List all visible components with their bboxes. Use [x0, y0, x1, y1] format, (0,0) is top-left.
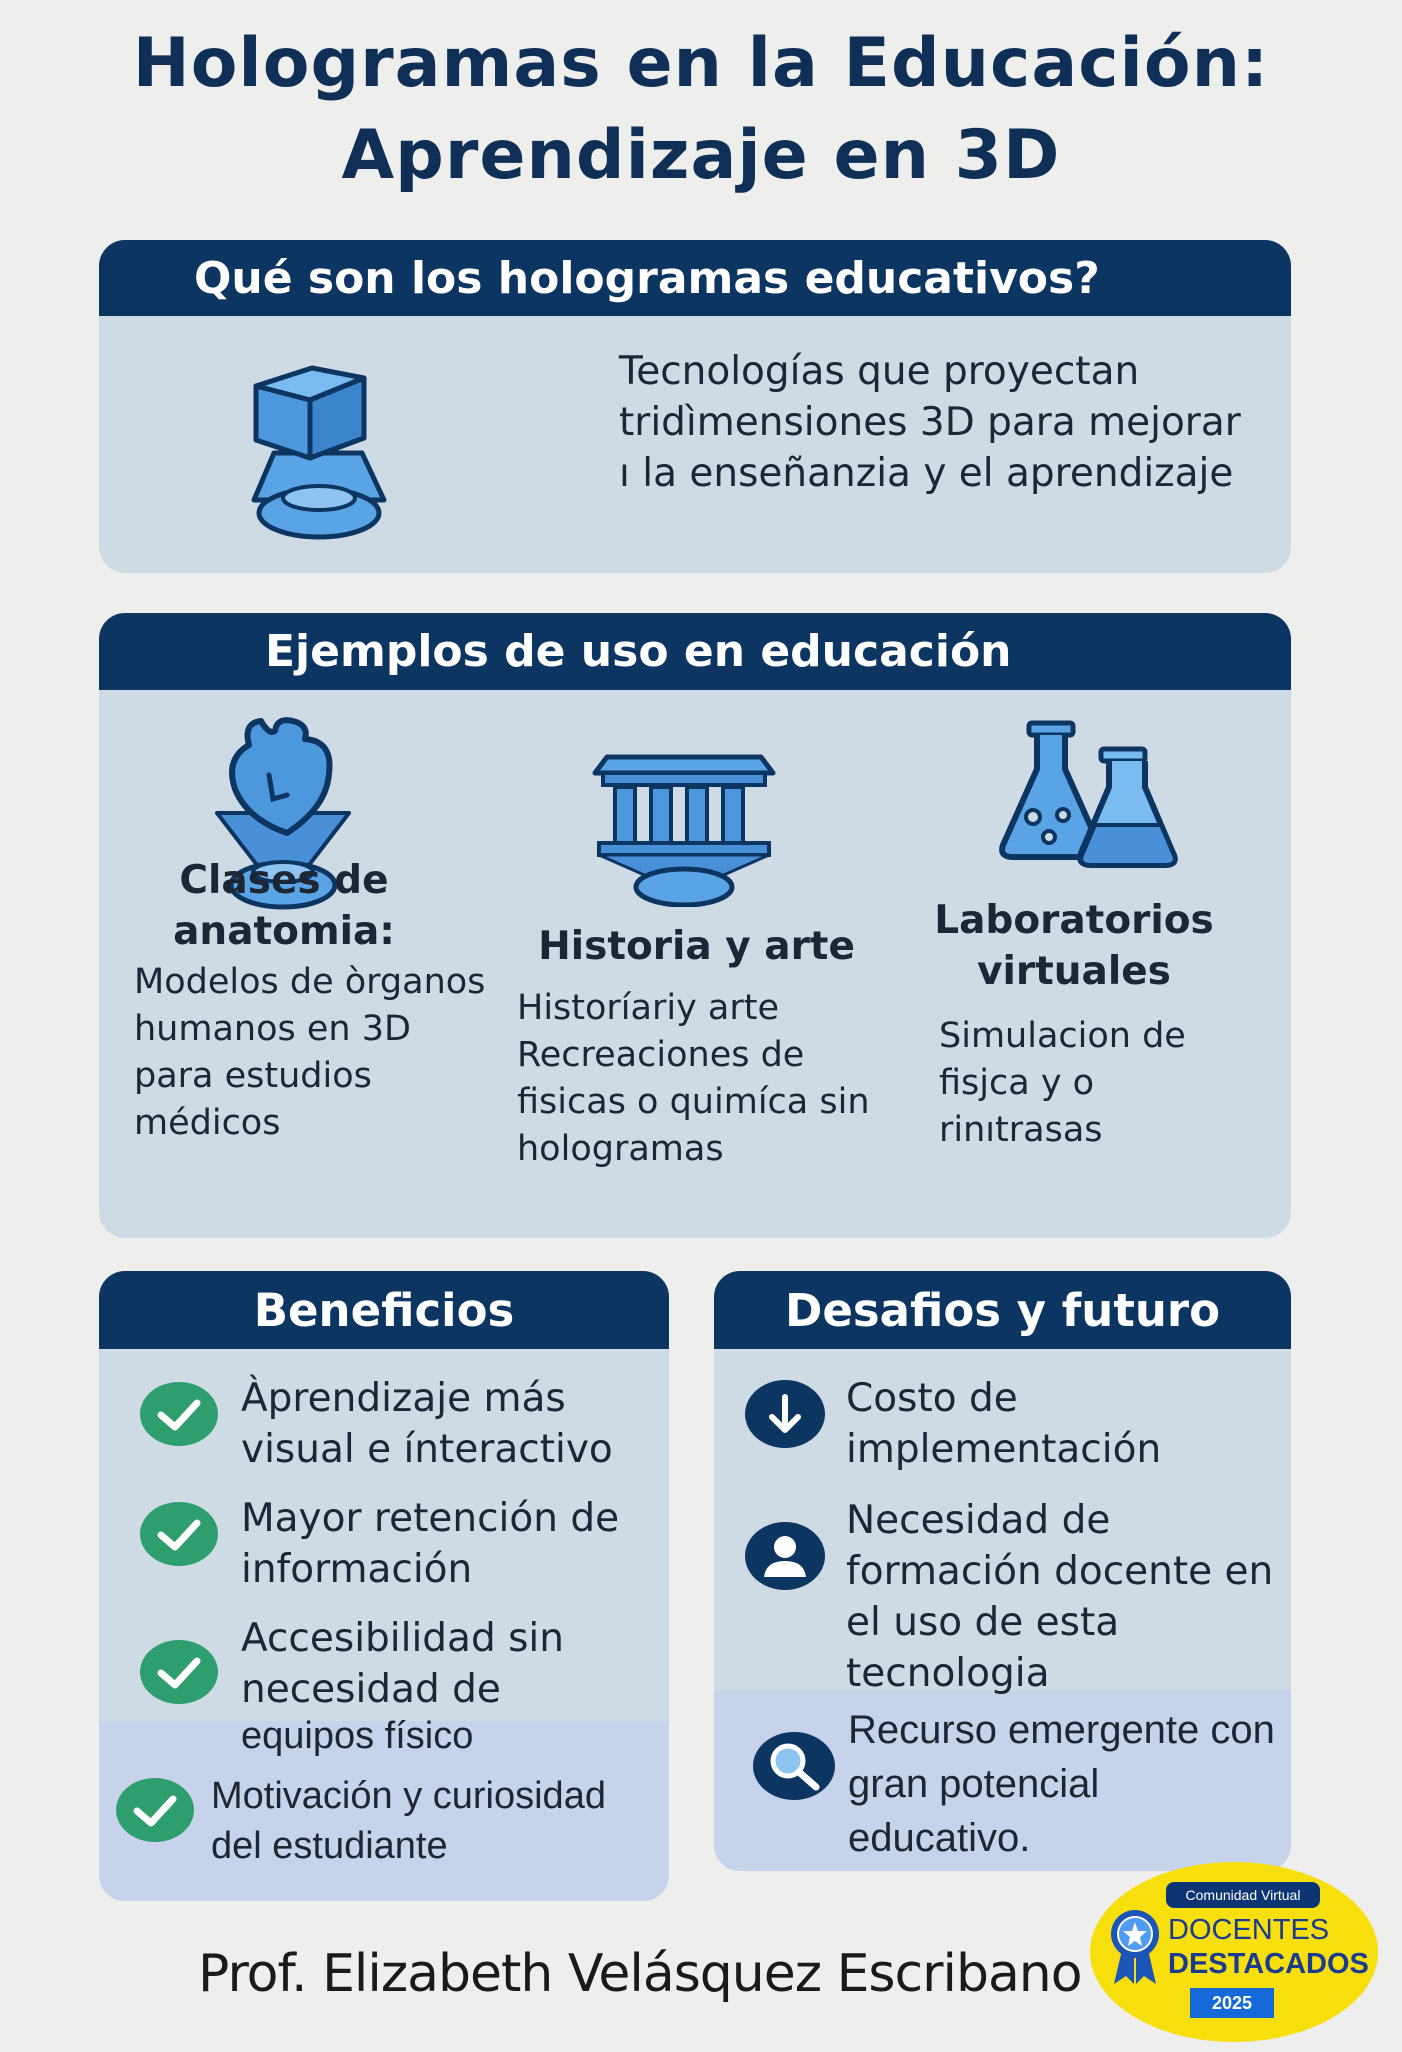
- benefit-text: Mayor retención de información: [241, 1496, 620, 1592]
- challenges-heading: Desafios y futuro: [714, 1271, 1291, 1349]
- challenge-text: Costo de implementación: [846, 1376, 1162, 1472]
- benefit-text: Àprendizaje más visual e ínteractivo: [241, 1376, 613, 1472]
- benefit-text: Motivación y curiosidad del estudiante: [211, 1775, 606, 1867]
- author-name: Prof. Elizabeth Velásquez Escribano: [198, 1944, 1082, 2004]
- badge-community: Comunidad Virtual: [1166, 1882, 1320, 1908]
- benefits-section: [99, 1271, 669, 1901]
- benefit-item: [139, 1493, 641, 1595]
- benefit-text: Accesibilidad sin necesidad de: [241, 1616, 564, 1712]
- title-line-1: Hologramas en la Educación:: [132, 24, 1270, 103]
- challenge-text: Recurso emergente con gran potencial educativo.: [848, 1708, 1275, 1860]
- benefit-text-continued: equipos físico: [241, 1715, 474, 1757]
- example-lab-text: Simulacion de fisjca y o rinıtrasas: [939, 1016, 1186, 1150]
- examples-heading: Ejemplos de uso en educación: [99, 613, 1291, 690]
- check-circle-icon: [139, 1639, 219, 1705]
- what-description: Tecnologías que proyectan tridìmensiones 3D para mejorar ı la enseñanzia y el aprendizaje: [619, 349, 1241, 496]
- museum-hologram-icon: [589, 737, 779, 911]
- badge-line-2: DESTACADOS: [1168, 1948, 1369, 1980]
- user-circle-icon: [744, 1521, 826, 1591]
- arrow-down-circle-icon: [744, 1379, 826, 1449]
- challenge-text: Necesidad de formación docente en el uso de esta tecnologia: [846, 1498, 1274, 1696]
- badge-year: 2025: [1190, 1988, 1274, 2018]
- check-circle-icon: [139, 1501, 219, 1567]
- check-circle-icon: [139, 1381, 219, 1447]
- lab-flasks-icon: [989, 717, 1189, 881]
- benefit-item: [139, 1613, 641, 1757]
- what-heading: Qué son los hologramas educativos?: [99, 240, 1291, 316]
- example-lab-title: Laboratorios virtuales: [934, 898, 1214, 994]
- challenge-item: [744, 1495, 1276, 1699]
- award-ribbon-icon: [1108, 1906, 1162, 1990]
- example-anatomy-text: Modelos de òrganos humanos en 3D para estudios médicos: [134, 962, 486, 1143]
- example-history-title: Historia y arte: [538, 924, 855, 969]
- examples-section: [99, 613, 1291, 1238]
- benefit-item: [115, 1771, 651, 1871]
- challenges-section: [714, 1271, 1291, 1871]
- challenge-item: [744, 1373, 1266, 1475]
- benefit-item: [139, 1373, 641, 1475]
- page-title: [0, 18, 1402, 202]
- magnifier-icon: [752, 1731, 836, 1801]
- example-history-text: Historíariy arte Recreaciones de fisicas o quimíca sin hologramas: [517, 988, 870, 1169]
- example-anatomy-title: Clases de anatomia:: [173, 858, 395, 954]
- docentes-destacados-badge: [1090, 1862, 1378, 2042]
- hologram-cube-icon: [244, 348, 394, 548]
- check-circle-icon: [115, 1777, 195, 1843]
- challenge-item: [752, 1703, 1278, 1865]
- benefits-heading: Beneficios: [99, 1271, 669, 1349]
- what-section: [99, 240, 1291, 573]
- title-line-2: Aprendizaje en 3D: [341, 116, 1061, 195]
- badge-line-1: DOCENTES: [1168, 1914, 1330, 1946]
